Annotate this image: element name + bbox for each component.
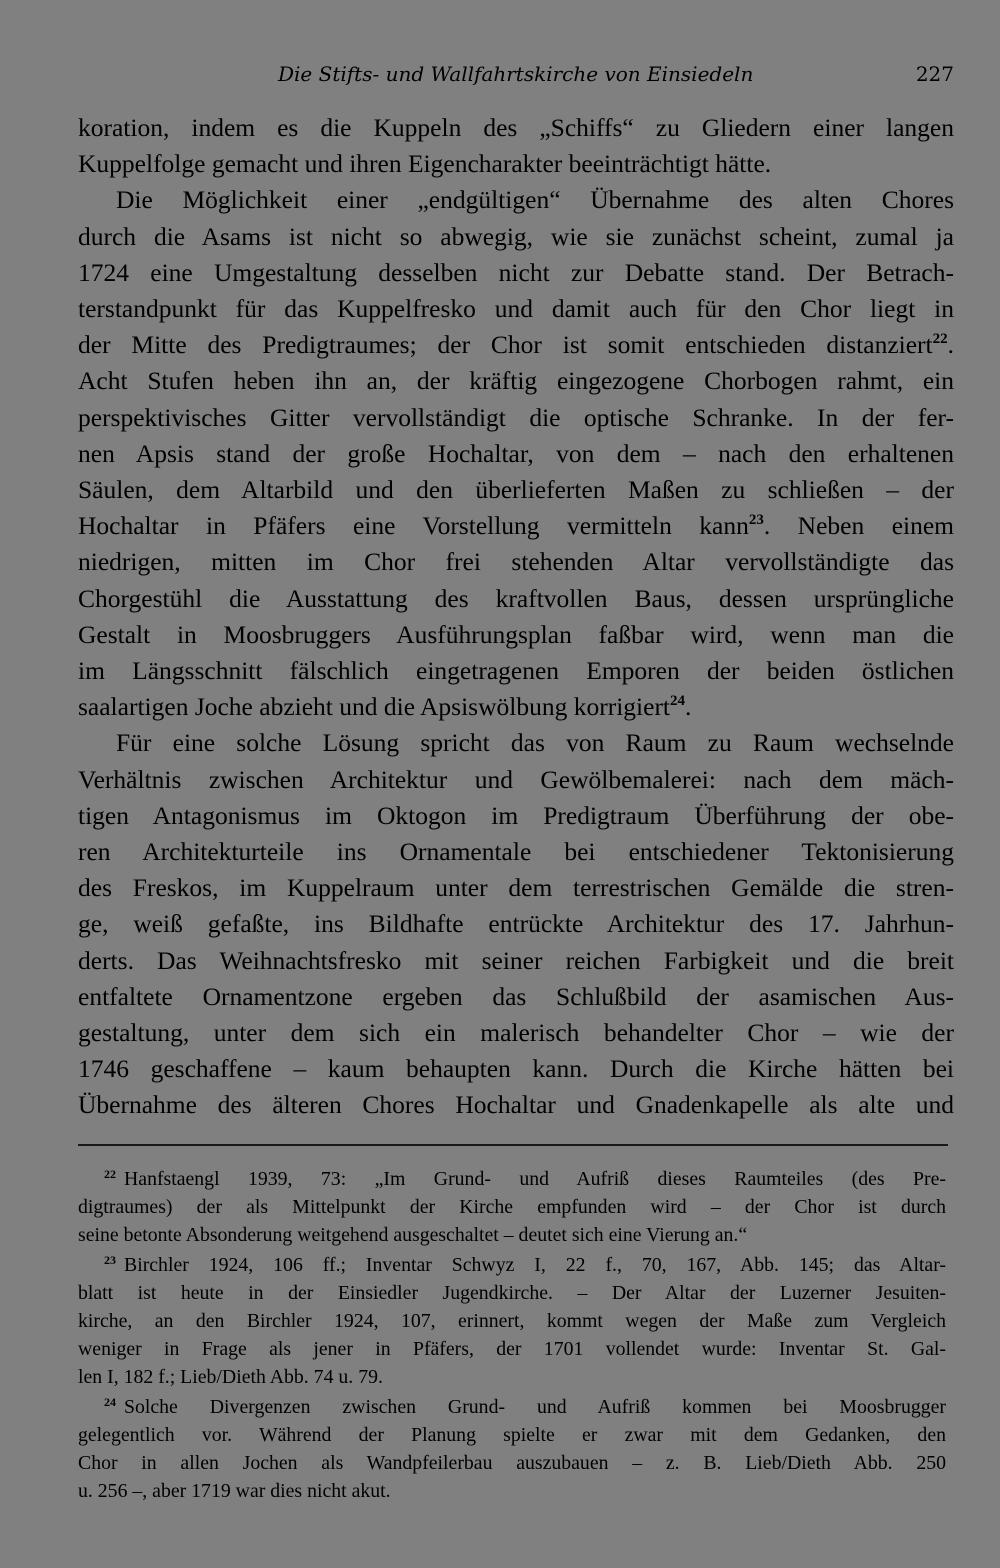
text-line: derts. Das Weihnachtsfresko mit seiner reichen Farbigkeit und die breit: [78, 945, 954, 975]
text-line: Gestalt in Moosbruggers Ausführungsplan faßbar wird, wenn man die: [78, 619, 954, 649]
footnote-ref-24: 24: [670, 693, 686, 710]
running-head: [78, 60, 954, 90]
text-line: durch die Asams ist nicht so abwegig, wie sie zunächst scheint, zumal ja: [78, 221, 954, 251]
text-line-with-note: [78, 689, 954, 725]
text-line: koration, indem es die Kuppeln des „Schiffs“ zu Gliedern einer langen: [78, 113, 954, 142]
footnote-line: u. 256 –, aber 1719 war dies nicht akut.: [78, 1479, 391, 1502]
text-fragment: .: [685, 692, 692, 722]
text-line: des Freskos, im Kuppelraum unter dem terrestrischen Gemälde die stren-: [78, 873, 954, 903]
footnote-line: [78, 1394, 946, 1422]
footnote-line: weniger in Frage als jener in Pfäfers, der 1701 vollendet wurde: Inventar St. Gal-: [78, 1337, 946, 1360]
text-line: im Längsschnitt fälschlich eingetragenen Emporen der beiden östlichen: [78, 656, 954, 686]
text-fragment: Solche Divergenzen zwischen Grund- und Aufriß kommen bei Moosbrugger: [124, 1396, 946, 1419]
page-number: 227: [915, 62, 954, 86]
text-fragment: Hochaltar in Pfäfers eine Vorstellung vermitteln kann: [78, 511, 749, 541]
text-line: terstandpunkt für das Kuppelfresko und damit auch für den Chor liegt in: [78, 294, 954, 324]
footnotes: [78, 1166, 946, 1509]
text-line: gestaltung, unter dem sich ein malerisch behandelter Chor – wie der: [78, 1018, 954, 1048]
text-line: 1724 eine Umgestaltung desselben nicht zur Debatte stand. Der Betrach-: [78, 257, 954, 287]
text-line: Acht Stufen heben ihn an, der kräftig eingezogene Chorbogen rahmt, ein: [78, 366, 954, 396]
text-line: entfaltete Ornamentzone ergeben das Schlußbild der asamischen Aus-: [78, 981, 954, 1011]
running-title: Die Stifts- und Wallfahrtskirche von Einsiedeln: [278, 62, 754, 86]
text-fragment: Hanfstaengl 1939, 73: „Im Grund- und Aufriß dieses Raumteiles (des Pre-: [124, 1168, 946, 1190]
text-fragment: . Neben einem: [763, 511, 954, 541]
footnote-22: [78, 1166, 946, 1249]
footnote-line: seine betonte Absonderung weitgehend ausgeschaltet – deutet sich eine Vierung an.“: [78, 1223, 748, 1246]
text-line: Die Möglichkeit einer „endgültigen“ Übernahme des alten Chores: [116, 185, 954, 215]
footnote-mark: 24: [104, 1395, 116, 1410]
footnote-24: [78, 1394, 946, 1505]
footnote-line: blatt ist heute in der Einsiedler Jugendkirche. – Der Altar der Luzerner Jesuiten-: [78, 1282, 946, 1305]
text-line: 1746 geschaffene – kaum behaupten kann. Durch die Kirche hätten bei: [78, 1054, 954, 1084]
body-text: [78, 110, 954, 1124]
footnote-ref-22: 22: [932, 331, 948, 348]
text-line: nen Apsis stand der große Hochaltar, von dem – nach den erhaltenen: [78, 438, 954, 468]
text-line-with-note: [78, 508, 954, 544]
text-line: niedrigen, mitten im Chor frei stehenden Altar vervollständigte das: [78, 547, 954, 577]
text-line: Kuppelfolge gemacht und ihren Eigencharakter beeinträchtigt hätte.: [78, 149, 772, 179]
footnote-divider: [78, 1144, 948, 1146]
footnote-mark: 23: [104, 1253, 116, 1268]
footnote-line: kirche, an den Birchler 1924, 107, erinnert, kommt wegen der Maße zum Vergleich: [78, 1309, 946, 1332]
footnote-line: Chor in allen Jochen als Wandpfeilerbau auszubauen – z. B. Lieb/Dieth Abb. 250: [78, 1451, 946, 1474]
text-fragment: Birchler 1924, 106 ff.; Inventar Schwyz I, 22 f., 70, 167, Abb. 145; das Altar-: [124, 1254, 946, 1277]
footnote-line: digtraumes) der als Mittelpunkt der Kirche empfunden wird – der Chor ist durch: [78, 1195, 946, 1218]
text-fragment: .: [947, 330, 954, 360]
footnote-ref-23: 23: [748, 512, 764, 529]
footnote-line: [78, 1252, 946, 1280]
footnote-23: [78, 1252, 946, 1391]
text-fragment: der Mitte des Predigtraumes; der Chor ist somit entschieden distanziert: [78, 330, 933, 360]
text-line: ren Architekturteile ins Ornamentale bei entschiedener Tektonisierung: [78, 837, 954, 867]
footnote-line: len I, 182 f.; Lieb/Dieth Abb. 74 u. 79.: [78, 1365, 383, 1388]
text-line: Säulen, dem Altarbild und den überlieferten Maßen zu schließen – der: [78, 475, 954, 505]
text-line: perspektivisches Gitter vervollständigt die optische Schranke. In der fer-: [78, 402, 954, 432]
text-line-with-note: [78, 327, 954, 363]
footnote-mark: 22: [104, 1167, 116, 1181]
text-line: tigen Antagonismus im Oktogon im Predigtraum Überführung der obe-: [78, 800, 954, 830]
footnote-line: gelegentlich vor. Während der Planung spielte er zwar mit dem Gedanken, den: [78, 1424, 946, 1447]
text-line: Für eine solche Lösung spricht das von Raum zu Raum wechselnde: [116, 728, 954, 758]
text-line: Chorgestühl die Ausstattung des kraftvollen Baus, dessen ursprüngliche: [78, 583, 954, 613]
text-line: ge, weiß gefaßte, ins Bildhafte entrückte Architektur des 17. Jahrhun-: [78, 909, 954, 939]
text-line: Verhältnis zwischen Architektur und Gewölbemalerei: nach dem mäch-: [78, 764, 954, 794]
text-line: Übernahme des älteren Chores Hochaltar und Gnadenkapelle als alte und: [78, 1090, 954, 1120]
footnote-line: [78, 1166, 946, 1194]
text-fragment: saalartigen Joche abzieht und die Apsiswölbung korrigiert: [78, 692, 671, 722]
